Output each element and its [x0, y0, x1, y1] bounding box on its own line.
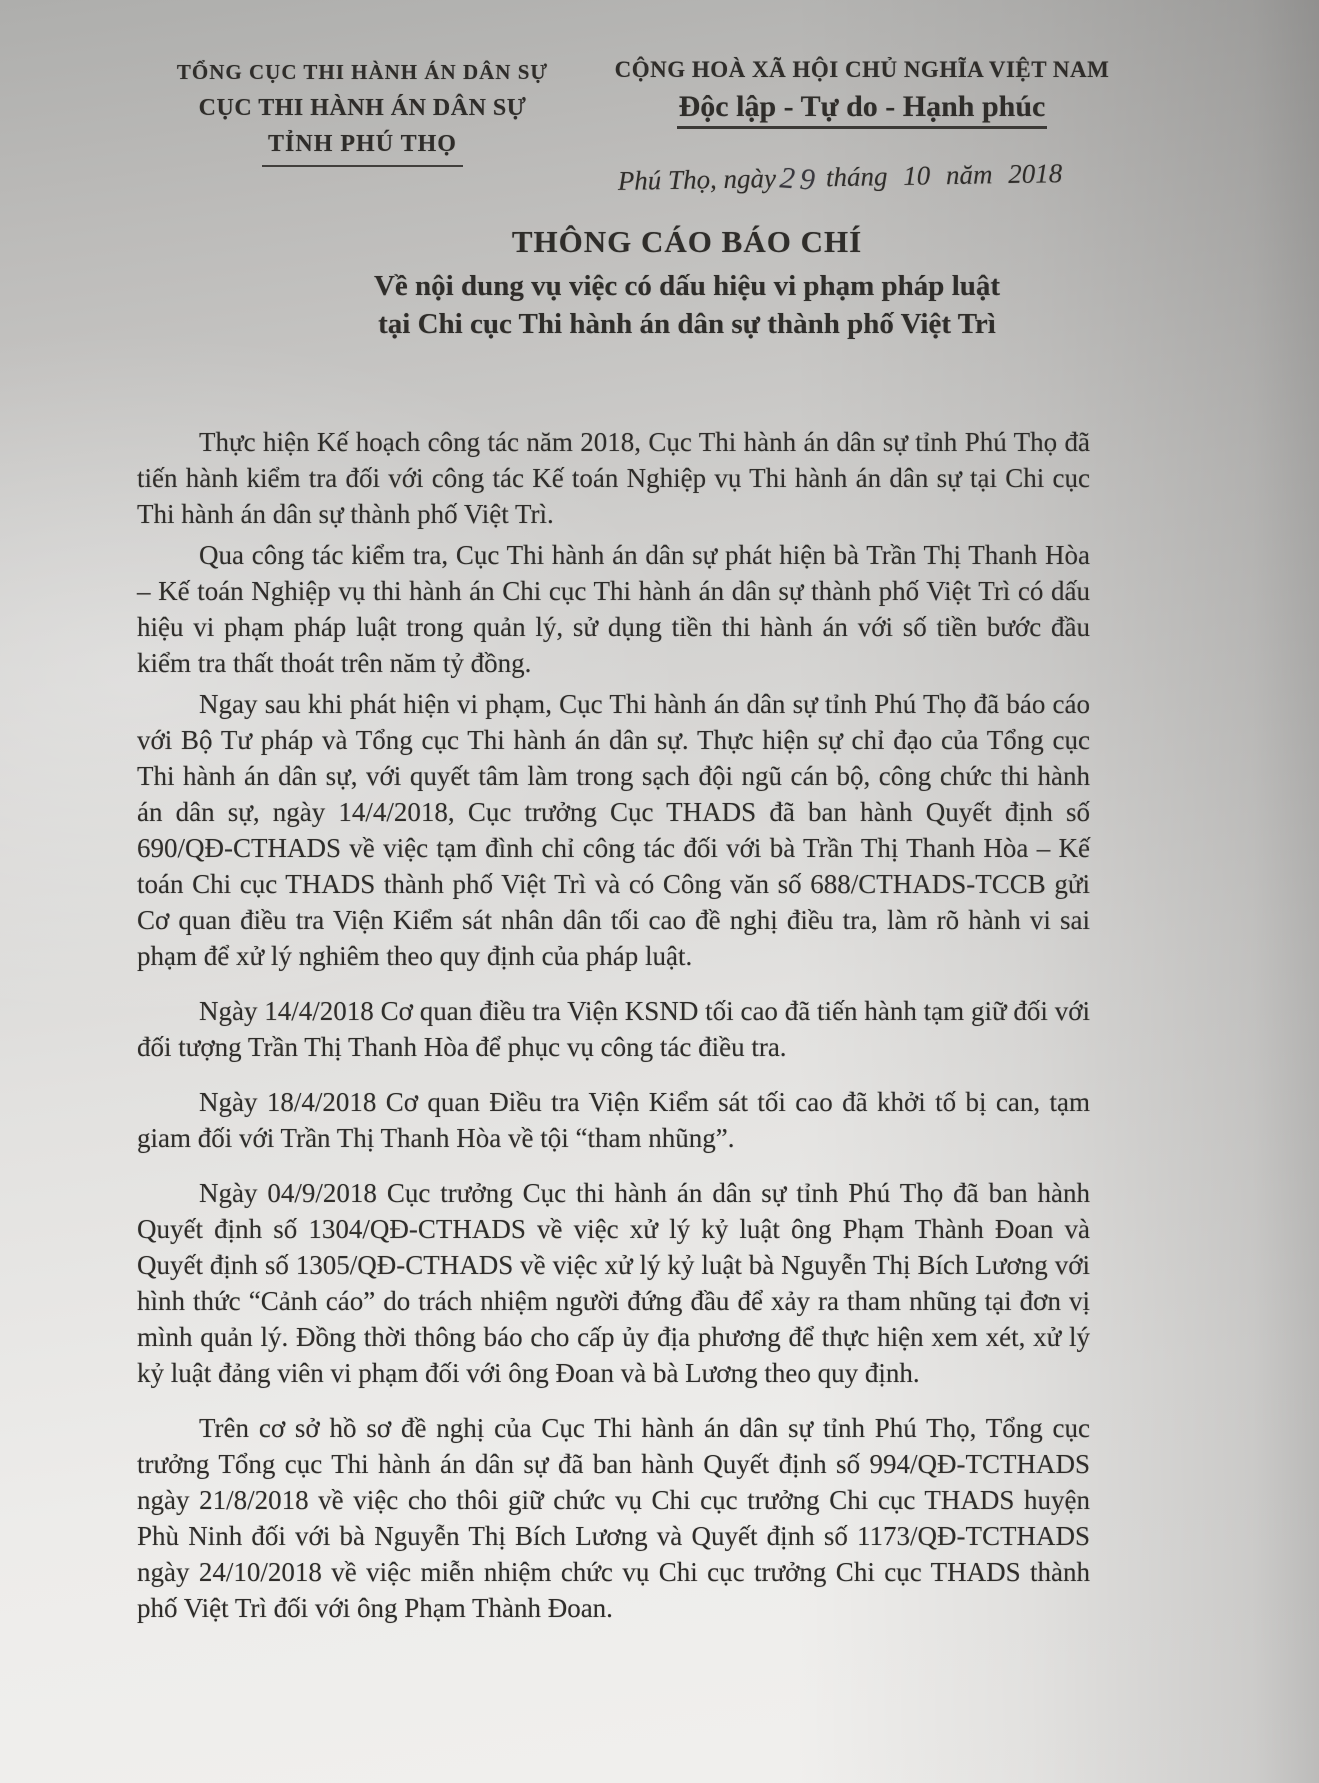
dateline-prefix: Phú Thọ, ngày	[617, 163, 777, 196]
issuing-agency-block	[150, 62, 575, 167]
document-body	[137, 424, 1090, 1626]
paragraph-6: Ngày 04/9/2018 Cục trưởng Cục thi hành án dân sự tỉnh Phú Thọ đã ban hành Quyết định số 1304/QĐ-CTHADS về việc xử lý kỷ luật ông Phạm Thành Đoan và Quyết định số 1305/QĐ-CTHADS về việc xử lý kỷ luật bà Nguyễn Thị Bích Lương với hình thức “Cảnh cáo” do trách nhiệm người đứng đầu để xảy ra tham nhũng tại đơn vị mình quản lý. Đồng thời thông báo cho cấp ủy địa phương để thực hiện xem xét, xử lý kỷ luật đảng viên vi phạm đối với ông Đoan và bà Lương theo quy định.	[137, 1178, 1090, 1388]
national-motto	[592, 92, 1132, 129]
document-title: THÔNG CÁO BÁO CHÍ	[511, 224, 863, 259]
document-subtitle-line1: Về nội dung vụ việc có dấu hiệu vi phạm pháp luật	[373, 270, 1001, 302]
paragraph-2: Qua công tác kiểm tra, Cục Thi hành án dân sự phát hiện bà Trần Thị Thanh Hòa – Kế toán Nghiệp vụ thi hành án Chi cục Thi hành án dân sự thành phố Việt Trì có dấu hiệu vi phạm pháp luật trong quản lý, sử dụng tiền thi hành án với số tiền bước đầu kiểm tra thất thoát trên năm tỷ đồng.	[137, 540, 1090, 678]
dateline	[570, 155, 1111, 198]
agency-province-text: TỈNH PHÚ THỌ	[262, 132, 463, 167]
handwritten-day: 29	[778, 161, 822, 198]
title-block	[212, 224, 1162, 343]
parent-agency-name: TỔNG CỤC THI HÀNH ÁN DÂN SỰ	[176, 60, 549, 84]
paragraph-3: Ngay sau khi phát hiện vi phạm, Cục Thi hành án dân sự tỉnh Phú Thọ đã báo cáo với Bộ Tư pháp và Tổng cục Thi hành án dân sự. Thực hiện sự chỉ đạo của Tổng cục Thi hành án dân sự, với quyết tâm làm trong sạch đội ngũ cán bộ, công chức thi hành án dân sự, ngày 14/4/2018, Cục trưởng Cục THADS đã ban hành Quyết định số 690/QĐ-CTHADS về việc tạm đình chỉ công tác đối với bà Trần Thị Thanh Hòa – Kế toán Chi cục THADS thành phố Việt Trì và có Công văn số 688/CTHADS-TCCB gửi Cơ quan điều tra Viện Kiểm sát nhân dân tối cao đề nghị điều tra, làm rõ hành vi sai phạm để xử lý nghiêm theo quy định của pháp luật.	[137, 689, 1090, 971]
national-motto-block	[592, 58, 1132, 129]
paragraph-7: Trên cơ sở hồ sơ đề nghị của Cục Thi hành án dân sự tỉnh Phú Thọ, Tổng cục trưởng Tổng cục Thi hành án dân sự đã ban hành Quyết định số 994/QĐ-TCTHADS ngày 21/8/2018 về việc cho thôi giữ chức vụ Chi cục trưởng Chi cục THADS huyện Phù Ninh đối với bà Nguyễn Thị Bích Lương và Quyết định số 1173/QĐ-TCTHADS ngày 24/10/2018 về việc miễn nhiệm chức vụ Chi cục trưởng Chi cục THADS thành phố Việt Trì đối với ông Phạm Thành Đoan.	[137, 1413, 1090, 1623]
agency-province	[150, 132, 575, 167]
agency-name: CỤC THI HÀNH ÁN DÂN SỰ	[198, 95, 527, 121]
paragraph-4: Ngày 14/4/2018 Cơ quan điều tra Viện KSND tối cao đã tiến hành tạm giữ đối với đối tượng Trần Thị Thanh Hòa để phục vụ công tác điều tra.	[137, 996, 1090, 1062]
paragraph-1: Thực hiện Kế hoạch công tác năm 2018, Cục Thi hành án dân sự tỉnh Phú Thọ đã tiến hành kiểm tra đối với công tác Kế toán Nghiệp vụ Thi hành án dân sự tại Chi cục Thi hành án dân sự thành phố Việt Trì.	[137, 427, 1090, 529]
national-motto-text: Độc lập - Tự do - Hạnh phúc	[677, 92, 1048, 129]
national-title: CỘNG HOÀ XÃ HỘI CHỦ NGHĨA VIỆT NAM	[614, 57, 1110, 82]
paragraph-5: Ngày 18/4/2018 Cơ quan Điều tra Viện Kiểm sát tối cao đã khởi tố bị can, tạm giam đối với Trần Thị Thanh Hòa về tội “tham nhũng”.	[137, 1087, 1090, 1153]
document-subtitle-line2: tại Chi cục Thi hành án dân sự thành phố Việt Trì	[378, 308, 996, 340]
dateline-suffix: tháng 10 năm 2018	[825, 158, 1063, 193]
